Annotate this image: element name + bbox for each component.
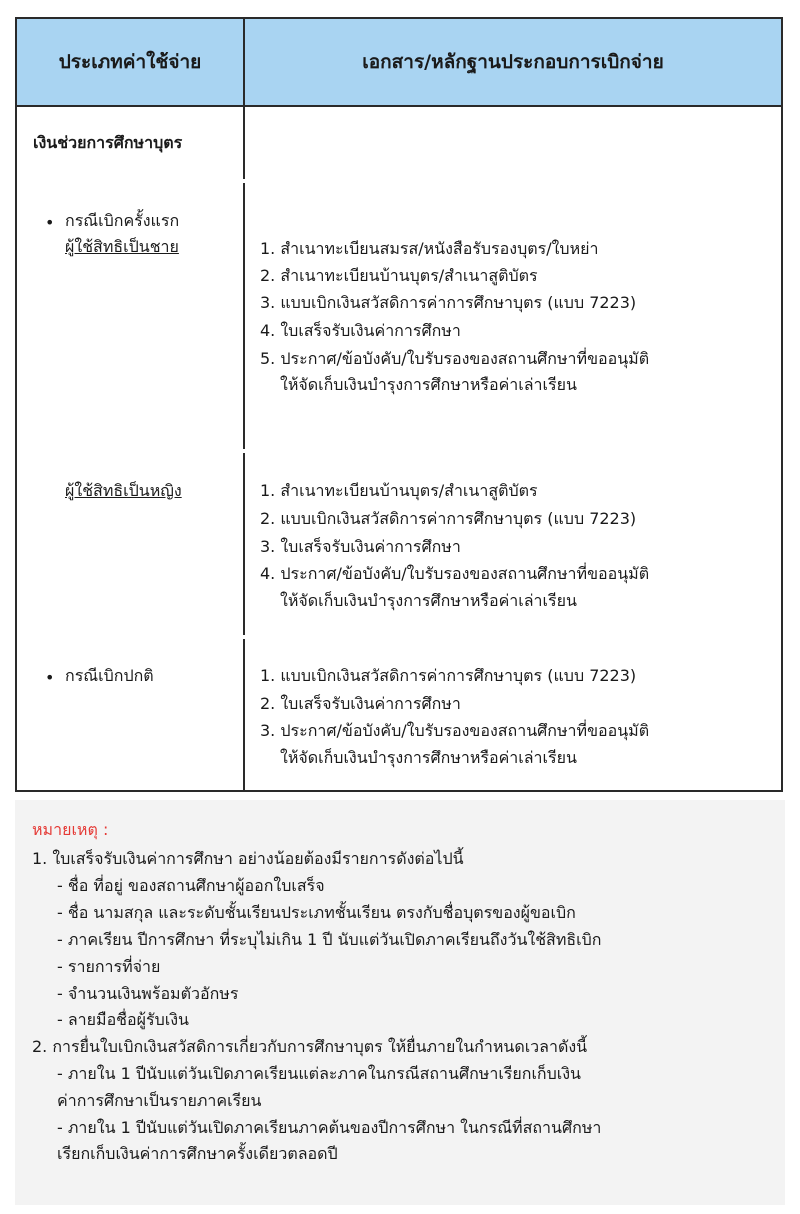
note-line: - จำนวนเงินพร้อมตัวอักษร bbox=[57, 984, 239, 1003]
note-line: - ชื่อ ที่อยู่ ของสถานศึกษาผู้ออกใบเสร็จ bbox=[57, 876, 325, 895]
male-eligible-label: ผู้ใช้สิทธิเป็นชาย bbox=[65, 237, 179, 256]
list-item: 3. แบบเบิกเงินสวัสดิการค่าการศึกษาบุตร (แบบ 7223) bbox=[260, 293, 637, 312]
list-item-continuation: ให้จัดเก็บเงินบำรุงการศึกษาหรือค่าเล่าเรียน bbox=[280, 375, 577, 394]
list-item: 1. สำเนาทะเบียนสมรส/หนังสือรับรองบุตร/ใบหย่า bbox=[260, 239, 599, 258]
column-divider bbox=[243, 639, 245, 792]
list-item: 1. สำเนาทะเบียนบ้านบุตร/สำเนาสูติบัตร bbox=[260, 481, 538, 500]
notes-box bbox=[15, 800, 785, 1205]
list-item: 1. แบบเบิกเงินสวัสดิการค่าการศึกษาบุตร (แบบ 7223) bbox=[260, 666, 637, 685]
list-item: 2. แบบเบิกเงินสวัสดิการค่าการศึกษาบุตร (แบบ 7223) bbox=[260, 509, 637, 528]
column-divider bbox=[243, 453, 245, 635]
female-eligible-label: ผู้ใช้สิทธิเป็นหญิง bbox=[65, 481, 182, 500]
notes-title: หมายเหตุ : bbox=[32, 820, 109, 839]
note-line: - ภาคเรียน ปีการศึกษา ที่ระบุไม่เกิน 1 ปี นับแต่วันเปิดภาคเรียนถึงวันใช้สิทธิเบิก bbox=[57, 930, 602, 949]
column-divider bbox=[243, 107, 245, 179]
list-item: 2. สำเนาทะเบียนบ้านบุตร/สำเนาสูติบัตร bbox=[260, 266, 538, 285]
bullet-icon: • bbox=[45, 213, 55, 232]
bullet-icon: • bbox=[45, 668, 55, 687]
note-line: - ภายใน 1 ปีนับแต่วันเปิดภาคเรียนแต่ละภาคในกรณีสถานศึกษาเรียกเก็บเงิน bbox=[57, 1064, 581, 1083]
list-item: 3. ประกาศ/ข้อบังคับ/ใบรับรองของสถานศึกษาที่ขออนุมัติ bbox=[260, 721, 650, 740]
note-line: - รายการที่จ่าย bbox=[57, 957, 161, 976]
list-item-continuation: ให้จัดเก็บเงินบำรุงการศึกษาหรือค่าเล่าเรียน bbox=[280, 748, 577, 767]
section-title: เงินช่วยการศึกษาบุตร bbox=[33, 133, 183, 152]
header-expense-type: ประเภทค่าใช้จ่าย bbox=[58, 51, 202, 73]
header-documents: เอกสาร/หลักฐานประกอบการเบิกจ่าย bbox=[362, 51, 664, 73]
list-item: 3. ใบเสร็จรับเงินค่าการศึกษา bbox=[260, 537, 461, 556]
note-line: - ลายมือชื่อผู้รับเงิน bbox=[57, 1010, 189, 1029]
list-item: 4. ใบเสร็จรับเงินค่าการศึกษา bbox=[260, 321, 461, 340]
documents-table bbox=[15, 17, 783, 792]
column-divider bbox=[243, 183, 245, 449]
list-item: 4. ประกาศ/ข้อบังคับ/ใบรับรองของสถานศึกษาที่ขออนุมัติ bbox=[260, 564, 650, 583]
list-item: 2. ใบเสร็จรับเงินค่าการศึกษา bbox=[260, 694, 461, 713]
list-item: 5. ประกาศ/ข้อบังคับ/ใบรับรองของสถานศึกษาที่ขออนุมัติ bbox=[260, 349, 650, 368]
first-case-label: กรณีเบิกครั้งแรก bbox=[65, 211, 180, 230]
note-line: ค่าการศึกษาเป็นรายภาคเรียน bbox=[57, 1091, 262, 1110]
table-header bbox=[17, 19, 781, 107]
note-line: - ภายใน 1 ปีนับแต่วันเปิดภาคเรียนภาคต้นของปีการศึกษา ในกรณีที่สถานศึกษา bbox=[57, 1118, 602, 1137]
note-line: เรียกเก็บเงินค่าการศึกษาครั้งเดียวตลอดปี bbox=[57, 1144, 338, 1163]
list-item-continuation: ให้จัดเก็บเงินบำรุงการศึกษาหรือค่าเล่าเรียน bbox=[280, 591, 577, 610]
note-line: 2. การยื่นใบเบิกเงินสวัสดิการเกี่ยวกับการศึกษาบุตร ให้ยื่นภายในกำหนดเวลาดังนี้ bbox=[32, 1037, 588, 1056]
note-line: 1. ใบเสร็จรับเงินค่าการศึกษา อย่างน้อยต้องมีรายการดังต่อไปนี้ bbox=[32, 849, 464, 868]
normal-case-label: กรณีเบิกปกติ bbox=[65, 666, 154, 685]
note-line: - ชื่อ นามสกุล และระดับชั้นเรียนประเภทชั้นเรียน ตรงกับชื่อบุตรของผู้ขอเบิก bbox=[57, 903, 576, 922]
